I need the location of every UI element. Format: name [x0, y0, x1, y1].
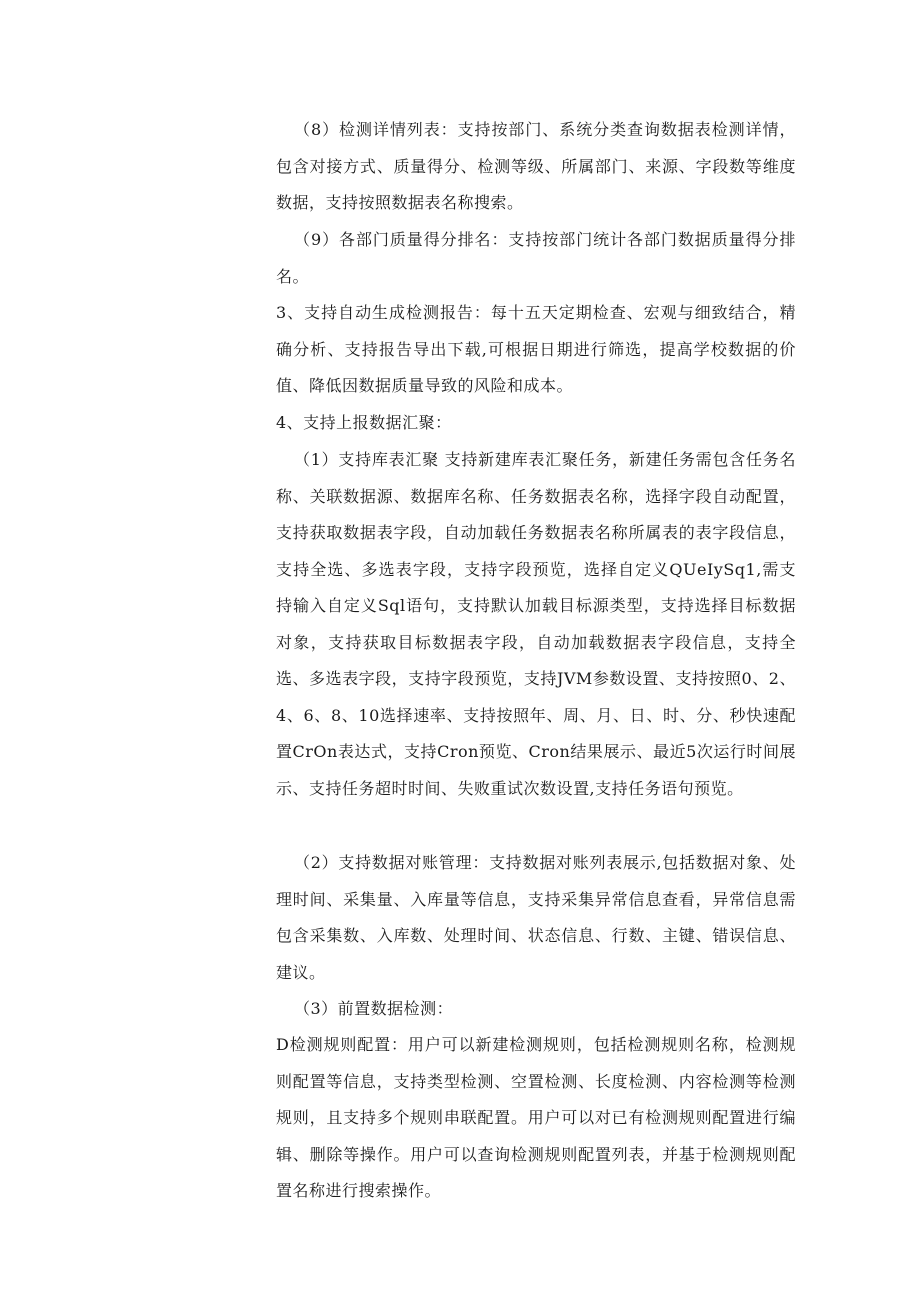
paragraph-department-quality-ranking: （9）各部门质量得分排名：支持按部门统计各部门数据质量得分排名。 [276, 230, 796, 286]
paragraph-detection-rule-config: D检测规则配置：用户可以新建检测规则，包括检测规则名称，检测规则配置等信息，支持类型检测、空置检测、长度检测、内容检测等检测规则，且支持多个规则串联配置。用户可以对已有检测规则配置进行编辑、删除等操作。用户可以查询检测规则配置列表，并基于检测规则配置名称进行搜索操作。 [276, 1035, 796, 1200]
paragraph-pre-detection-heading: （3）前置数据检测： [294, 999, 454, 1018]
paragraph-table-aggregation: （1）支持库表汇聚 支持新建库表汇聚任务，新建任务需包含任务名称、关联数据源、数据库名称、任务数据表名称，选择字段自动配置，支持获取数据表字段，自动加载任务数据表名称所属表的表字段信息，支持全选、多选表字段，支持字段预览，选择自定义QUeIySq1,需支持输入自定义Sql语句，支持默认加载目标源类型，支持选择目标数据对象，支持获取目标数据表字段，自动加载数据表字段信息，支持全选、多选表字段，支持字段预览，支持JVM参数设置、支持按照0、2、4、6、8、10选择速率、支持按照年、周、月、日、时、分、秒快速配置CrOn表达式，支持Cron预览、Cron结果展示、最近5次运行时间展示、支持任务超时时间、失败重试次数设置,支持任务语句预览。 [276, 450, 796, 798]
paragraph-detection-detail-list: （8）检测详情列表：支持按部门、系统分类查询数据表检测详情，包含对接方式、质量得分、检测等级、所属部门、来源、字段数等维度数据，支持按照数据表名称搜索。 [276, 120, 796, 212]
paragraph-auto-report: 3、支持自动生成检测报告：每十五天定期检查、宏观与细致结合，精确分析、支持报告导出下载,可根据日期进行筛选，提高学校数据的价值、降低因数据质量导致的风险和成本。 [276, 303, 796, 395]
paragraph-data-reconciliation: （2）支持数据对账管理：支持数据对账列表展示,包括数据对象、处理时间、采集量、入库量等信息，支持采集异常信息查看，异常信息需包含采集数、入库数、处理时间、状态信息、行数、主键、错误信息、建议。 [276, 853, 796, 982]
paragraph-data-aggregation-heading: 4、支持上报数据汇聚： [276, 413, 452, 432]
